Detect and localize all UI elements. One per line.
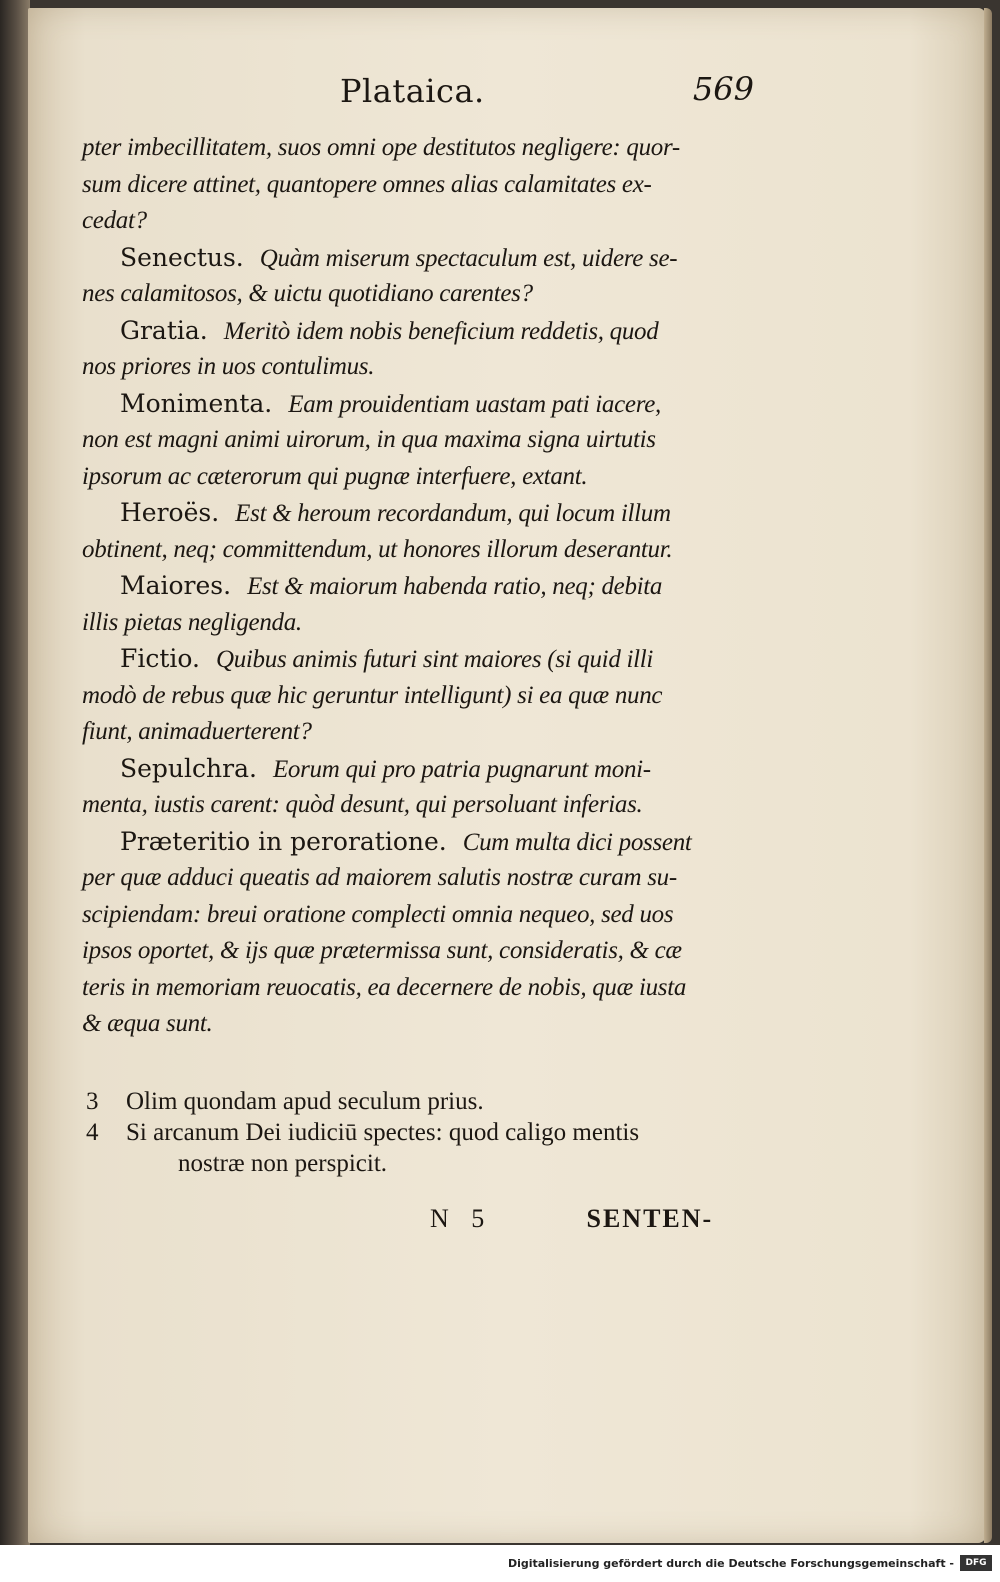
text-line	[82, 349, 762, 386]
text-line	[82, 641, 762, 678]
book-spine	[0, 0, 30, 1545]
text-line	[82, 240, 762, 277]
line-text: sum dicere attinet, quantopere omnes alias calamitates ex-	[82, 170, 652, 198]
note-line	[86, 1117, 786, 1148]
text-line	[82, 459, 762, 496]
line-text: per quæ adduci queatis ad maiorem salutis nostræ curam su-	[82, 864, 677, 891]
note-text: nostræ non perspicit.	[178, 1150, 388, 1177]
text-line	[82, 130, 762, 167]
text-line	[82, 751, 762, 788]
line-text: modò de rebus quæ hic geruntur intelligunt) si ea quæ nunc	[82, 681, 663, 709]
dfg-logo: DFG	[960, 1555, 992, 1571]
line-text: obtinent, neq; committendum, ut honores illorum deserantur.	[82, 535, 673, 563]
text-line	[82, 824, 762, 861]
line-text: ipsorum ac cæterorum qui pugnæ interfuere, extant.	[82, 462, 588, 490]
text-line	[82, 167, 762, 204]
line-text: teris in memoriam reuocatis, ea decernere de nobis, quæ iusta	[82, 973, 687, 1001]
section-heading: Præteritio in peroratione.	[120, 826, 447, 856]
section-heading: Heroës.	[120, 498, 220, 527]
text-line	[82, 422, 762, 459]
text-line	[82, 787, 762, 824]
line-text: Meritò idem nobis beneficium reddetis, quod	[223, 317, 659, 345]
section-heading: Senectus.	[120, 242, 244, 272]
catchword: SENTEN-	[586, 1204, 714, 1233]
section-heading: Sepulchra.	[120, 753, 257, 783]
note-line	[86, 1148, 786, 1179]
footer-bar	[0, 1545, 1000, 1582]
line-text: & æqua sunt.	[82, 1010, 213, 1037]
signature-mark: N 5	[430, 1204, 493, 1233]
line-text: non est magni animi uirorum, in qua maxima signa uirtutis	[82, 426, 656, 453]
line-text: Est & maiorum habenda ratio, neq; debita	[247, 573, 663, 600]
page-edge	[984, 8, 992, 1543]
page-number: 569	[692, 70, 754, 108]
running-head	[82, 70, 762, 130]
text-line	[82, 568, 762, 605]
text-line	[82, 605, 762, 642]
line-text: scipiendam: breui oratione complecti omnia nequeo, sed uos	[82, 900, 674, 928]
line-text: illis pietas negligenda.	[82, 608, 302, 636]
line-text: ipsos oportet, & ijs quæ prætermissa sunt, consideratis, & cæ	[82, 937, 682, 964]
line-text: pter imbecillitatem, suos omni ope destitutos negligere: quor-	[82, 134, 680, 161]
signature-line	[430, 1204, 713, 1234]
text-line	[82, 970, 762, 1007]
text-line	[82, 860, 762, 897]
line-text: menta, iustis carent: quòd desunt, qui persoluant inferias.	[82, 791, 643, 818]
line-text: nes calamitosos, & uictu quotidiano carentes?	[82, 280, 533, 307]
footer-credit: Digitalisierung gefördert durch die Deutsche Forschungsgemeinschaft -	[507, 1557, 954, 1570]
running-title: Plataica.	[340, 72, 485, 110]
note-text: Si arcanum Dei iudiciū spectes: quod caligo mentis	[126, 1119, 640, 1146]
line-text: nos priores in uos contulimus.	[82, 353, 375, 380]
text-line	[82, 386, 762, 423]
note-number: 4	[86, 1119, 99, 1146]
text-line	[82, 678, 762, 715]
line-text: cedat?	[82, 207, 147, 234]
line-text: Cum multa dici possent	[462, 828, 692, 856]
note-number: 3	[86, 1088, 99, 1115]
text-line	[82, 897, 762, 934]
line-text: Eam prouidentiam uastam pati iacere,	[288, 390, 661, 418]
note-line	[86, 1086, 786, 1117]
section-heading: Maiores.	[120, 571, 232, 600]
text-line	[82, 313, 762, 350]
line-text: Quibus animis futuri sint maiores (si quid illi	[215, 646, 654, 673]
section-heading: Gratia.	[120, 315, 208, 345]
line-text: fiunt, animaduerterent?	[82, 718, 312, 745]
text-line	[82, 495, 762, 532]
text-line	[82, 276, 762, 313]
text-line	[82, 532, 762, 569]
line-text: Quàm miserum spectaculum est, uidere se-	[259, 244, 678, 272]
line-text: Eorum qui pro patria pugnarunt moni-	[272, 755, 651, 783]
text-line	[82, 933, 762, 970]
note-text: Olim quondam apud seculum prius.	[126, 1088, 484, 1115]
section-heading: Fictio.	[120, 644, 200, 673]
text-block	[82, 70, 762, 1043]
text-line	[82, 203, 762, 240]
text-line	[82, 1006, 762, 1043]
section-heading: Monimenta.	[120, 388, 273, 418]
line-text: Est & heroum recordandum, qui locum illum	[235, 500, 671, 527]
marginal-notes	[86, 1086, 786, 1179]
text-line	[82, 714, 762, 751]
body-lines	[82, 130, 762, 1043]
